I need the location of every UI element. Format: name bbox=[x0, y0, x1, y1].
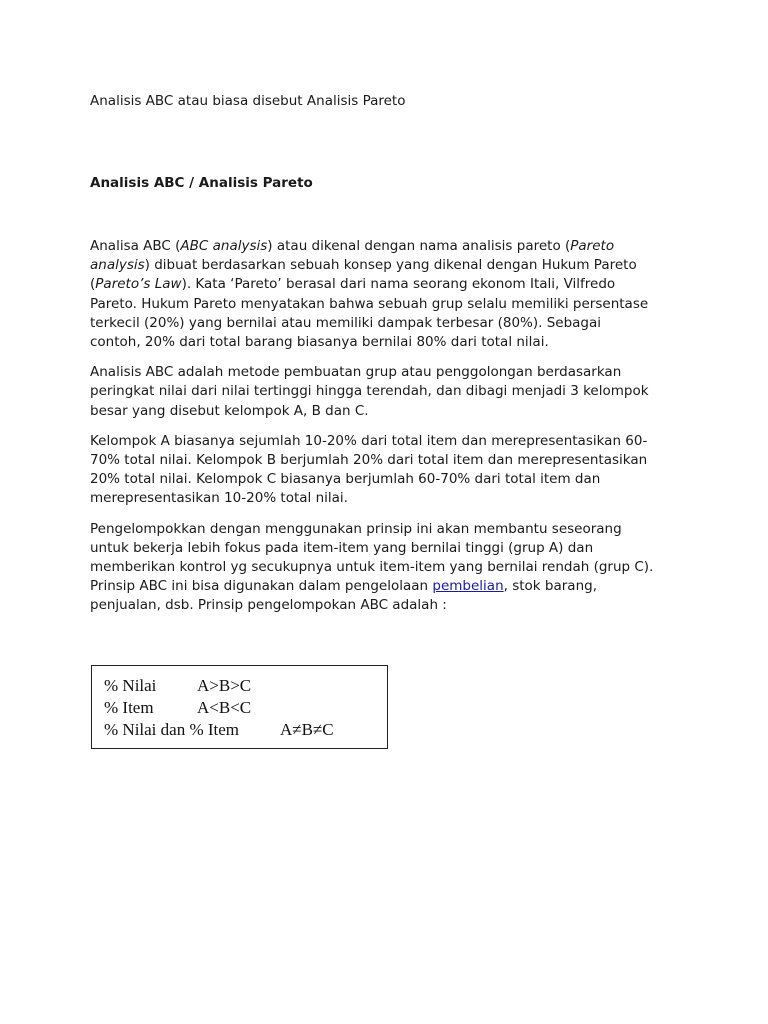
text-run: Prinsip ABC ini bisa digunakan dalam pengelolaan bbox=[90, 578, 433, 595]
paragraph-line bbox=[90, 256, 680, 275]
text-run: ) dibuat berdasarkan sebuah konsep yang dikenal dengan Hukum Pareto bbox=[144, 257, 637, 274]
paragraph-line: memberikan kontrol yg secukupnya untuk item-item yang bernilai rendah (grup C). bbox=[90, 559, 654, 576]
paragraph-line: penjualan, dsb. Prinsip pengelompokan ABC adalah : bbox=[90, 597, 447, 614]
paragraph-line bbox=[90, 577, 680, 596]
italic-term: Pareto bbox=[570, 238, 615, 254]
paragraph-1 bbox=[90, 237, 680, 352]
formula-label: % Nilai bbox=[104, 676, 157, 695]
paragraph-line: 20% total nilai. Kelompok C biasanya berjumlah 60-70% dari total item dan bbox=[90, 471, 601, 488]
paragraph-line: merepresentasikan 10-20% total nilai. bbox=[90, 490, 348, 507]
formula-value: A≠B≠C bbox=[280, 720, 334, 739]
paragraph-line: Analisis ABC adalah metode pembuatan grup atau penggolongan berdasarkan bbox=[90, 364, 622, 381]
formula-value: A<B<C bbox=[197, 698, 252, 717]
italic-term: Pareto’s Law bbox=[95, 276, 182, 293]
paragraph-3 bbox=[90, 432, 680, 509]
body-text bbox=[90, 237, 680, 627]
formula-label: % Item bbox=[104, 698, 154, 717]
section-heading: Analisis ABC / Analisis Pareto bbox=[90, 175, 313, 191]
pembelian-link[interactable]: pembelian bbox=[432, 578, 504, 595]
italic-term: analysis bbox=[90, 257, 145, 274]
paragraph-line bbox=[90, 275, 680, 294]
paragraph-4 bbox=[90, 520, 680, 616]
paragraph-line: terkecil (20%) yang bernilai atau memiliki dampak terbesar (80%). Sebagai bbox=[90, 314, 602, 331]
text-run: , stok barang, bbox=[503, 578, 598, 595]
paragraph-line: peringkat nilai dari nilai tertinggi hingga terendah, dan dibagi menjadi 3 kelompok bbox=[90, 383, 649, 400]
paragraph-line: Pareto. Hukum Pareto menyatakan bahwa sebuah grup selalu memiliki persentase bbox=[90, 295, 649, 312]
paragraph-line: Pengelompokkan dengan menggunakan prinsip ini akan membantu seseorang bbox=[90, 520, 622, 537]
formula-label: % Nilai dan % Item bbox=[104, 720, 240, 739]
paragraph-line: untuk bekerja lebih fokus pada item-item yang bernilai tinggi (grup A) dan bbox=[90, 539, 594, 556]
formula-value: A>B>C bbox=[197, 676, 252, 695]
paragraph-line: contoh, 20% dari total barang biasanya bernilai 80% dari total nilai. bbox=[90, 334, 549, 351]
abc-principle-box bbox=[91, 665, 388, 749]
intro-line: Analisis ABC atau biasa disebut Analisis Pareto bbox=[90, 93, 406, 109]
paragraph-line: besar yang disebut kelompok A, B dan C. bbox=[90, 402, 369, 419]
text-run: ). Kata ‘Pareto’ berasal dari nama seorang ekonom Itali, Vilfredo bbox=[181, 276, 616, 293]
paragraph-line: 70% total nilai. Kelompok B berjumlah 20% dari total item dan merepresentasikan bbox=[90, 452, 648, 469]
italic-term: ABC analysis bbox=[180, 238, 268, 254]
paragraph-line: Kelompok A biasanya sejumlah 10-20% dari total item dan merepresentasikan 60- bbox=[90, 432, 648, 449]
text-run: ) atau dikenal dengan nama analisis pareto ( bbox=[267, 238, 571, 254]
text-run: ( bbox=[90, 276, 96, 293]
paragraph-2 bbox=[90, 363, 680, 421]
paragraph-line bbox=[90, 237, 680, 256]
text-run: Analisa ABC ( bbox=[90, 238, 181, 254]
